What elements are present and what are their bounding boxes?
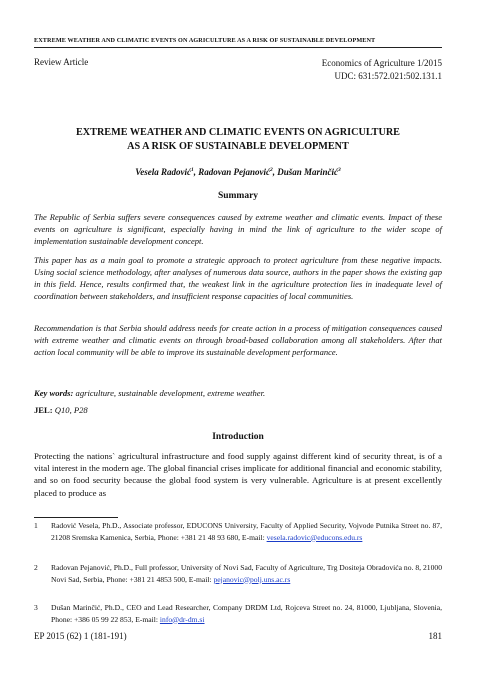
jel-codes — [34, 405, 88, 415]
page-number: 181 — [428, 631, 442, 641]
footnote — [34, 562, 442, 585]
author-list — [34, 167, 442, 177]
footnote-number: 2 — [34, 563, 38, 572]
title-line-1: EXTREME WEATHER AND CLIMATIC EVENTS ON AGRICULTURE — [76, 127, 400, 138]
email-link[interactable]: pejanovic@polj.uns.ac.rs — [213, 574, 291, 584]
author-footnote-marker: 2 — [269, 167, 273, 173]
keywords-label: Key words: — [34, 388, 74, 398]
summary-paragraph: Recommendation is that Serbia should address needs for create action in a process of mitigation consequences caused with extreme weather and climatic events on through broad-based collaboration among all stakeholders. After that action local community will be able to improve its sustainable development performance. — [34, 323, 442, 358]
author-name: Dušan Marinčić — [277, 167, 338, 177]
journal-line: Economics of Agriculture 1/2015 — [321, 58, 442, 68]
footnote-text: Dušan Marinčić, Ph.D., CEO and Lead Researcher, Company DRDM Ltd, Rojceva Street no. 24, 81000, Ljubljana, Slovenia, Phone: +386 05 99 22 853, E-mail: — [51, 603, 442, 624]
email-link[interactable]: vesela.radovic@educons.edu.rs — [266, 532, 363, 542]
footnote-rule — [34, 517, 118, 518]
author-footnote-marker: 3 — [338, 167, 341, 173]
author-separator: , — [272, 167, 278, 177]
author-name: Vesela Radović — [135, 167, 191, 177]
introduction-paragraph: Protecting the nations` agricultural infrastructure and food supply against different kind of security threat, is of a vital interest in the modern age. The global financial crises implicate for additional financial and economic stability, and so on food security because the global food system is very vulnerable. Agriculture is at present excellently placed to produce as — [34, 451, 442, 498]
footnote-number: 1 — [34, 521, 38, 530]
jel-label: JEL: — [34, 405, 53, 415]
journal-info — [288, 57, 442, 82]
keywords — [34, 388, 265, 398]
udc-line: UDC: 631:572.021:502.131.1 — [334, 70, 442, 81]
author-name: Radovan Pejanović — [198, 167, 270, 177]
author-separator: , — [193, 167, 199, 177]
jel-value: Q10, P28 — [54, 405, 88, 415]
footnote-number: 3 — [34, 603, 38, 612]
running-header: EXTREME WEATHER AND CLIMATIC EVENTS ON AGRICULTURE AS A RISK OF SUSTAINABLE DEVELOPMENT — [34, 37, 376, 44]
footer-citation: EP 2015 (62) 1 (181-191) — [34, 631, 127, 641]
summary-heading: Summary — [217, 191, 259, 201]
article-type: Review Article — [34, 57, 89, 67]
footnote-text: Radovan Pejanović, Ph.D., Full professor, University of Novi Sad, Faculty of Agriculture, Trg Dositeja Obradovića no. 8, 21000 Novi Sad, Serbia, Phone: +381 21 4853 500, E-mail: — [51, 563, 442, 584]
footnote — [34, 602, 442, 625]
title-line-2: AS A RISK OF SUSTAINABLE DEVELOPMENT — [127, 141, 349, 152]
header-rule — [34, 47, 442, 48]
introduction-heading: Introduction — [212, 432, 264, 442]
keywords-value: agriculture, sustainable development, extreme weather. — [75, 388, 266, 398]
paper-title — [34, 126, 442, 154]
email-link[interactable]: info@dr-dm.si — [159, 614, 205, 624]
summary-paragraph: The Republic of Serbia suffers severe consequences caused by extreme weather and climatic events. Impact of these events on agriculture is significant, especially having in mind the link of agriculture to the wider scope of implementation sustainable development concept. — [34, 212, 442, 247]
summary-paragraph: This paper has as a main goal to promote a strategic approach to protect agriculture from these negative impacts. Using social science methodology, after analyses of numerous data source, authors in the paper shows the existing gap in this field. Hence, results confirmed that, the weakest link in the agriculture protection lies in inadequate level of coordination between stakeholders, and insufficient response capacities of local communities. — [34, 255, 442, 302]
author-footnote-marker: 1 — [190, 167, 194, 173]
footnote-text: Radović Vesela, Ph.D., Associate professor, EDUCONS University, Faculty of Applied Security, Vojvode Putnika Street no. 87, 21208 Sremska Kamenica, Serbia, Phone: +381 21 48 93 680, E-mail: — [51, 521, 442, 542]
footnote — [34, 520, 442, 543]
